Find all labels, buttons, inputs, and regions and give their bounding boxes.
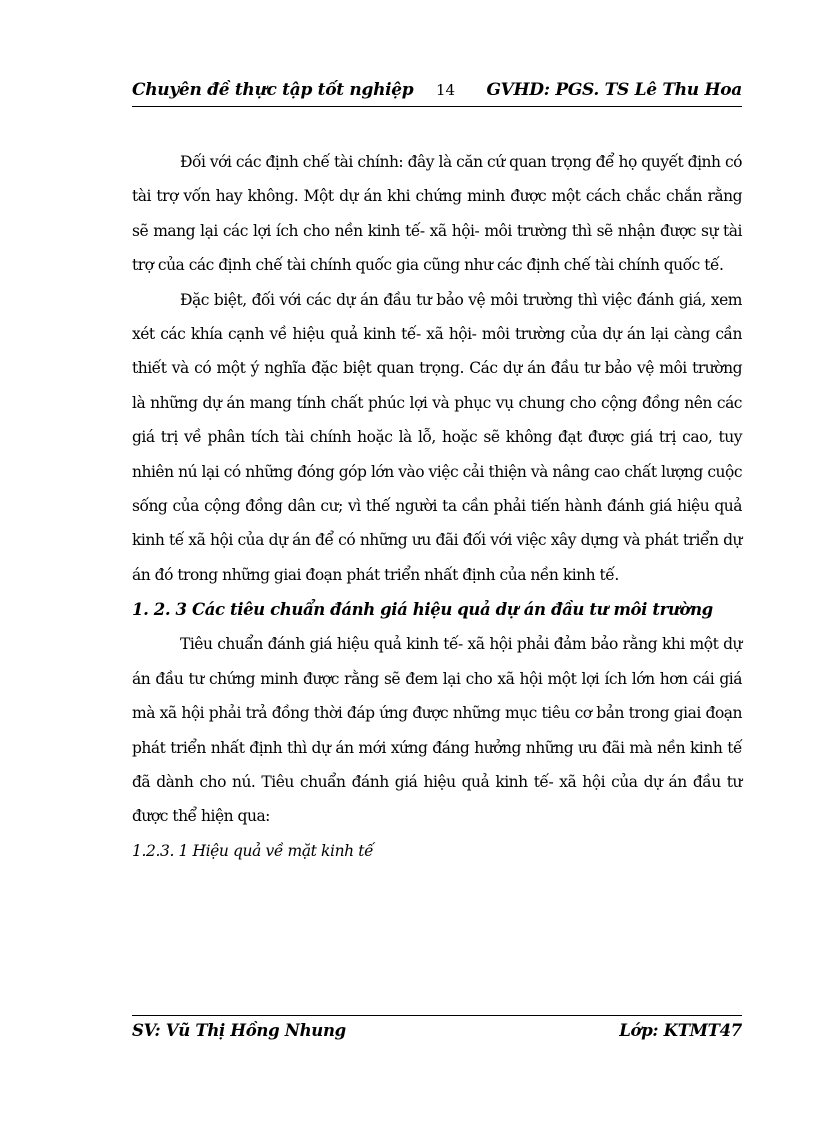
subsection-heading: 1.2.3. 1 Hiệu quả về mặt kinh tế — [132, 841, 374, 860]
header-title: Chuyên đề thực tập tốt nghiệp — [132, 80, 414, 100]
footer-divider — [132, 1015, 742, 1016]
page-footer — [132, 1021, 742, 1047]
page-header — [132, 80, 742, 107]
paragraph-financial-institutions: Đối với các định chế tài chính: đây là căn cứ quan trọng để họ quyết định có tài trợ vốn hay không. Một dự án khi chứng minh được một cách chắc chắn rằng sẽ mang lại các lợi ích cho nền kinh tế- xã hội- môi trường thì sẽ nhận được sự tài trợ của các định chế tài chính quốc gia cũng như các định chế tài chính quốc tế. — [132, 153, 742, 275]
section-heading: 1. 2. 3 Các tiêu chuẩn đánh giá hiệu quả dự án đầu tư môi trường — [132, 600, 713, 620]
footer-student: SV: Vũ Thị Hồng Nhung — [132, 1021, 346, 1040]
paragraph-evaluation-criteria: Tiêu chuẩn đánh giá hiệu quả kinh tế- xã hội phải đảm bảo rằng khi một dự án đầu tư chứng minh được rằng sẽ đem lại cho xã hội một lợi ích lớn hơn cái giá mà xã hội phải trả đồng thời đáp ứng được những mục tiêu cơ bản trong giai đoạn phát triển nhất định thì dự án mới xứng đáng hưởng những ưu đãi mà nền kinh tế đã dành cho nú. Tiêu chuẩn đánh giá hiệu quả kinh tế- xã hội của dự án đầu tư được thể hiện qua: — [132, 635, 742, 826]
paragraph-environmental-projects: Đặc biệt, đối với các dự án đầu tư bảo vệ môi trường thì việc đánh giá, xem xét các khía cạnh về hiệu quả kinh tế- xã hội- môi trường của dự án lại càng cần thiết và có một ý nghĩa đặc biệt quan trọng. Các dự án đầu tư bảo vệ môi trường là những dự án mang tính chất phúc lợi và phục vụ chung cho cộng đồng nên các giá trị về phân tích tài chính hoặc là lỗ, hoặc sẽ không đạt được giá trị cao, tuy nhiên nú lại có những đóng góp lớn vào việc cải thiện và nâng cao chất lượng cuộc sống của cộng đồng dân cư; vì thế người ta cần phải tiến hành đánh giá hiệu quả kinh tế xã hội của dự án để có những ưu đãi đối với việc xây dựng và phát triển dự án đó trong những giai đoạn phát triển nhất định của nền kinh tế. — [132, 290, 742, 584]
header-advisor: GVHD: PGS. TS Lê Thu Hoa — [486, 80, 742, 100]
page-number: 14 — [436, 81, 456, 99]
footer-class: Lớp: KTMT47 — [619, 1021, 742, 1040]
page-body — [132, 145, 742, 868]
